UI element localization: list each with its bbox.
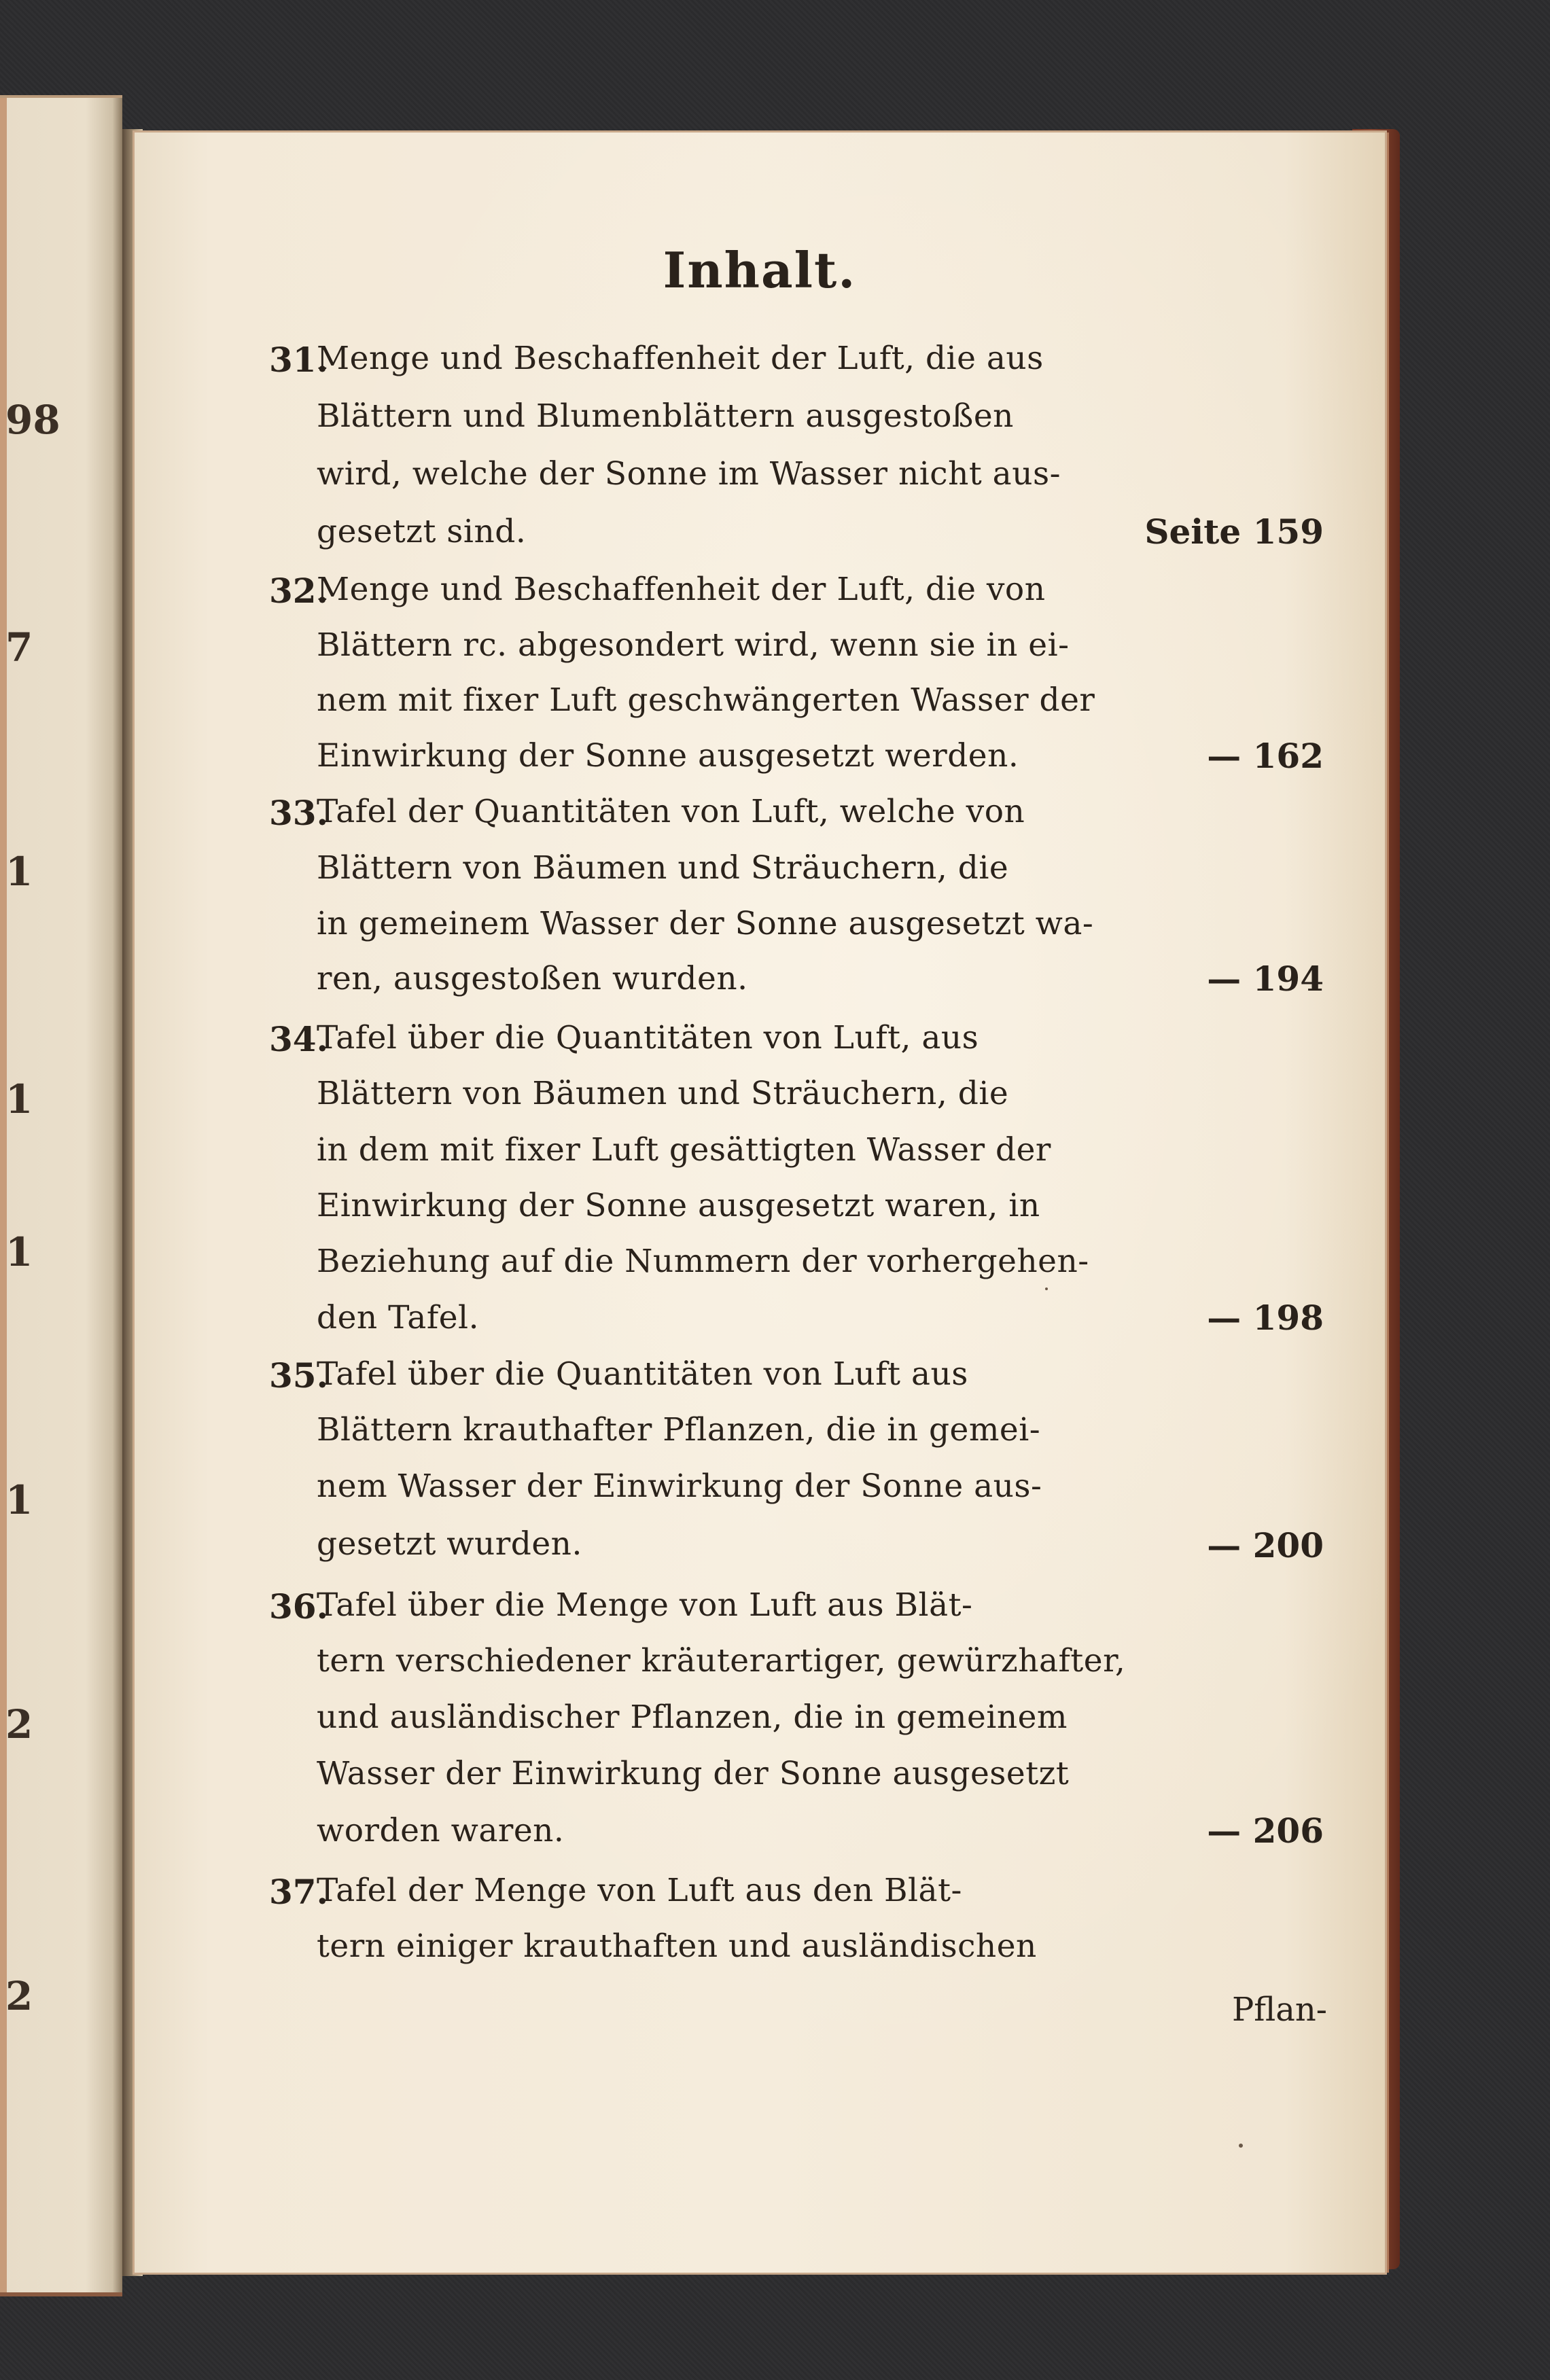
entry-number: 31. — [269, 340, 328, 380]
entry-line: Einwirkung der Sonne ausgesetzt werden. — [317, 737, 1019, 775]
entry-number: 34. — [269, 1019, 328, 1059]
entry-line: tern verschiedener kräuterartiger, gewürzhafter, — [317, 1642, 1126, 1680]
entry-line: gesetzt sind. — [317, 513, 527, 550]
entry-line: Tafel der Quantitäten von Luft, welche von — [317, 793, 1025, 830]
left-margin-number: 7 — [5, 624, 33, 671]
entry-line: in dem mit fixer Luft gesättigten Wasser der — [317, 1131, 1051, 1169]
entry-page-ref: — 194 — [1207, 959, 1324, 999]
left-page-edge — [0, 95, 122, 2296]
entry-line: Blättern rc. abgesondert wird, wenn sie in ei- — [317, 626, 1070, 664]
entry-line: Wasser der Einwirkung der Sonne ausgesetzt — [317, 1755, 1070, 1792]
entry-line: Tafel über die Quantitäten von Luft, aus — [317, 1019, 979, 1056]
entry-line: den Tafel. — [317, 1299, 480, 1336]
left-margin-number: 2 — [5, 1701, 33, 1747]
entry-number: 35. — [269, 1355, 328, 1396]
entry-line: Tafel über die Quantitäten von Luft aus — [317, 1355, 968, 1393]
entry-page-ref: — 162 — [1207, 736, 1324, 776]
entry-line: tern einiger krauthaften und ausländischen — [317, 1928, 1037, 1965]
left-margin-number: 98 — [5, 397, 60, 443]
entry-line: Menge und Beschaffenheit der Luft, die von — [317, 571, 1046, 608]
entry-line: Blättern von Bäumen und Sträuchern, die — [317, 1075, 1009, 1112]
entry-line: und ausländischer Pflanzen, die in gemeinem — [317, 1699, 1068, 1736]
catchword: Pflan- — [1231, 1991, 1327, 2029]
entry-line: worden waren. — [317, 1812, 565, 1849]
entry-line: Menge und Beschaffenheit der Luft, die aus — [317, 340, 1044, 377]
entry-line: Tafel über die Menge von Luft aus Blät- — [317, 1586, 973, 1624]
entry-number: 36. — [269, 1586, 328, 1627]
book-page — [135, 132, 1385, 2273]
entry-number: 32. — [269, 571, 328, 611]
entry-line: in gemeinem Wasser der Sonne ausgesetzt wa- — [317, 905, 1094, 942]
entry-line: Blättern von Bäumen und Sträuchern, die — [317, 849, 1009, 887]
left-margin-number: 1 — [5, 1229, 33, 1275]
entry-line: ren, ausgestoßen wurden. — [317, 960, 748, 997]
entry-page-ref: — 198 — [1207, 1298, 1324, 1338]
paper-speck — [1239, 2144, 1243, 2148]
entry-line: Beziehung auf die Nummern der vorhergehen- — [317, 1243, 1089, 1280]
entry-line: wird, welche der Sonne im Wasser nicht aus- — [317, 455, 1061, 493]
entry-line: Einwirkung der Sonne ausgesetzt waren, in — [317, 1187, 1040, 1224]
left-margin-number: 1 — [5, 849, 33, 895]
left-margin-number: 2 — [5, 1973, 33, 2019]
paper-speck — [1045, 1287, 1048, 1290]
entry-number: 37. — [269, 1872, 328, 1912]
entry-number: 33. — [269, 793, 328, 833]
entry-line: nem Wasser der Einwirkung der Sonne aus- — [317, 1468, 1042, 1505]
left-margin-number: 1 — [5, 1477, 33, 1523]
entry-page-ref: — 206 — [1207, 1811, 1324, 1851]
left-margin-number: 1 — [5, 1076, 33, 1122]
entry-line: Blättern krauthafter Pflanzen, die in gemei- — [317, 1411, 1041, 1449]
page-heading: Inhalt. — [663, 241, 857, 299]
entry-line: gesetzt wurden. — [317, 1525, 582, 1563]
entry-line: Tafel der Menge von Luft aus den Blät- — [317, 1872, 962, 1909]
entry-page-ref: — 200 — [1207, 1525, 1324, 1565]
entry-line: nem mit fixer Luft geschwängerten Wasser der — [317, 681, 1095, 719]
entry-line: Blättern und Blumenblättern ausgestoßen — [317, 397, 1014, 435]
entry-page-ref: Seite 159 — [1144, 512, 1324, 552]
